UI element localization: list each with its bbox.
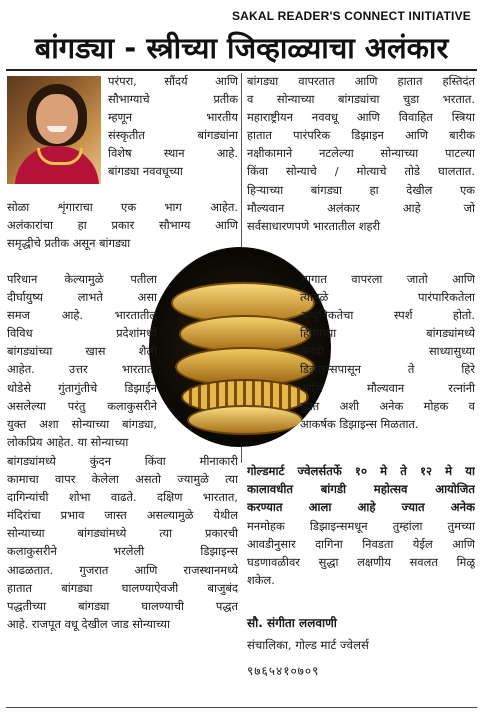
sponsor-tagline: SAKAL READER'S CONNECT INITIATIVE [231,9,471,23]
text-line: युक्त अशी अनेक मोहक व [300,398,475,413]
bottom-rule [6,707,477,708]
article-col1-mid [7,198,238,252]
text-line: आधुनिकतेचा स्पर्श होतो. [300,308,475,323]
text-line: आहे. राजपूत वधू देखील जाड सोन्याच्या [7,616,170,631]
text-line: घडणावळीवर सुद्धा लक्षणीय सवलत मिळू [247,555,475,570]
text-line: आहेत. उत्तर भारतात, [7,362,157,377]
article-col1-bottom [7,452,238,633]
text-line: पद्धतीच्या बांगड्या घालण्याची पद्धत [7,598,238,613]
text-line: आवडीनुसार दागिना निवडता येईल आणि [247,537,475,552]
article-col2-wrap [300,270,475,433]
text-line: लोकप्रिय आहेत. या सोन्याच्या [7,434,129,449]
text-line: कलाकुसरीने भरलेली डिझाइन्स [7,544,238,559]
text-line: बांगड्यांच्या खास शैली [7,344,157,359]
text-line: आढळतात. गुजरात आणि राजस्थानमध्ये [7,562,238,577]
text-line: शकेल. [247,573,275,588]
text-line: आकर्षक डिझाइन्स मिळतात. [300,416,419,431]
text-line: विविध प्रदेशांमध्ये [7,326,157,341]
text-line: दागिन्यांची शोभा वाढते. दक्षिण भारतात, [7,490,238,505]
article-col2-bottom [247,517,475,589]
text-line: गोल्डमार्ट ज्वेलर्सतर्फे १० मे ते १२ मे या [247,464,475,478]
text-line: त्यामुळे पारंपारिकतेला [300,290,475,305]
text-line: हिऱ्याच्या बांगड्या हा देखील एक [247,182,475,197]
text-line: समृद्धीचे प्रतीक असून बांगड्या [7,236,131,251]
text-line: करण्यात आला आहे ज्यात अनेक [247,500,475,515]
text-line: हिऱ्याच्या बांगड्यांमध्ये [300,326,475,341]
text-line: व सोन्याच्या बांगड्यांचा चुडा भरतात. [247,92,475,107]
text-line: अगदी साध्यासुध्या [300,344,475,359]
text-line: हातात पारंपरिक डिझाइन आणि बारीक [247,128,475,143]
text-line: मौल्यवान अलंकार आहे जो [247,200,475,215]
text-line: असलेल्या परंतु कलाकुसरीने [7,398,157,413]
text-line: संस्कृतीत बांगड्यांना [108,128,238,143]
text-line: हातात बांगड्या घालण्याऐवजी बाजुबंद [7,580,238,595]
text-line: परिधान केल्यामुळे पतीला [7,272,157,286]
signature-phone: ९७६५४१०७०९ [247,664,320,678]
text-line: सोळा शृंगाराचा एक भाग आहेत. [7,200,238,214]
signature-title: संचालिका, गोल्ड मार्ट ज्वेलर्स [247,638,369,652]
text-line: दीर्घायुष्य लाभते असा [7,290,157,305]
text-line: डिझाइन्सपासून ते हिरे [300,362,475,377]
text-line: युक्त अशा सोन्याच्या बांगड्या, [7,416,157,431]
text-line: बांगड्यांमध्ये कुंदन किंवा मीनाकारी [7,454,238,468]
article-headline: बांगड्या - स्त्रीच्या जिव्हाळ्याचा अलंकार [34,31,449,65]
text-line: भागात वापरला जातो आणि [300,272,475,286]
headline-rule [6,69,477,71]
text-line: नक्षीकामाने नटलेल्या सोन्याच्या पाटल्या [247,146,475,161]
article-col1-top [108,72,238,181]
text-line: समज आहे. भारतातील [7,308,157,323]
text-line: किंवा सोन्याचे / मोत्याचे तोडे घालतात. [247,164,475,179]
article-col2-top [247,72,475,235]
text-line: कामाचा वापर केलेला असतो ज्यामुळे त्या [7,472,238,487]
text-line: सोन्याच्या बांगड्यांमध्ये त्या प्रकारची [7,526,238,541]
text-line: थोडेसे गुंतागुंतीचे डिझाईन [7,380,157,395]
text-line: सर्वसाधारणपणे भारतातील शहरी [247,218,381,233]
signature-name: सौ. संगीता ललवाणी [247,616,337,630]
text-line: सौभाग्याचे प्रतीक [108,92,238,107]
text-line: बांगड्या नववधूच्या [108,164,183,179]
event-announcement [247,462,475,516]
author-portrait [7,76,101,184]
text-line: मंदिरांचा प्रभाव जास्त असल्यामुळे येथील [7,508,238,523]
text-line: मनमोहक डिझाइन्समधून तुम्हांला तुमच्या [247,519,475,533]
text-line: म्हणून भारतीय [108,110,238,125]
text-line: बांगड्या वापरतात आणि हातात हस्तिदंत [247,74,475,88]
text-line: अलंकारांचा हा प्रकार सौभाग्य आणि [7,218,238,233]
article-col1-wrap [7,270,157,451]
text-line: विशेष स्थान आहे. [108,146,238,161]
text-line: कालावधीत बांगडी महोत्सव आयोजित [247,482,475,497]
text-line: महाराष्ट्रीयन नववधू आणि विवाहित स्त्रिया [247,110,475,125]
text-line: परंपरा, सौंदर्य आणि [108,74,238,88]
text-line: आणि मौल्यवान रत्नांनी [300,380,475,395]
